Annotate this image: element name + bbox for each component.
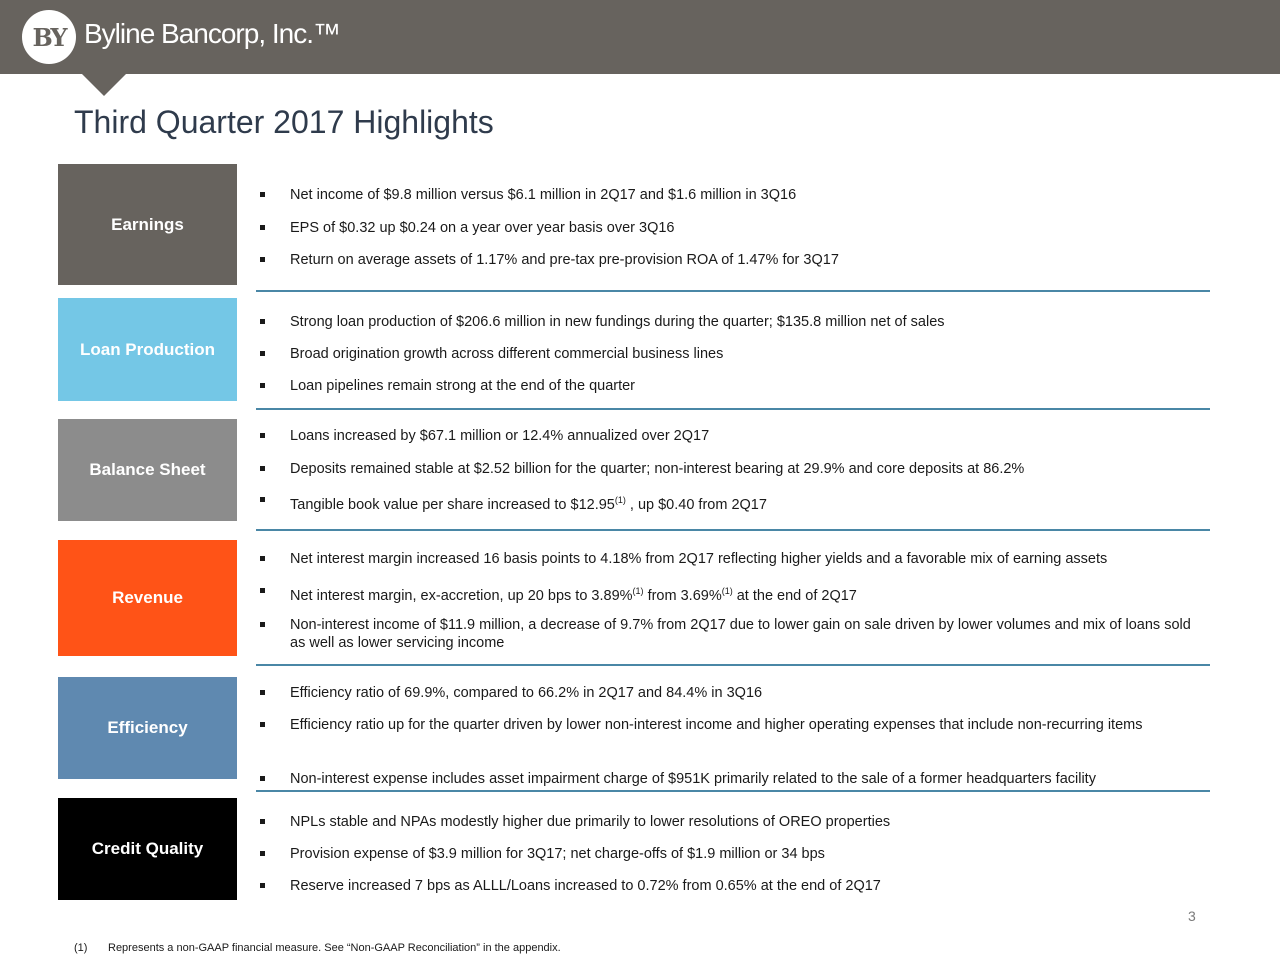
bullet-item: Loan pipelines remain strong at the end of the quarter (256, 377, 635, 395)
section-credit-quality (58, 798, 1210, 903)
footnote (74, 942, 561, 954)
section-balance-sheet (58, 419, 1210, 534)
section-loan-production (58, 298, 1210, 413)
section-divider (256, 664, 1210, 666)
section-label-efficiency: Efficiency (58, 677, 237, 779)
page-title: Third Quarter 2017 Highlights (74, 104, 494, 140)
section-divider (256, 408, 1210, 410)
section-label-earnings: Earnings (58, 164, 237, 285)
bullet-item: Net interest margin increased 16 basis points to 4.18% from 2Q17 reflecting higher yields and a favorable mix of earning assets (256, 550, 1107, 568)
footnote-ref: (1) (721, 586, 733, 596)
bullet-item: Deposits remained stable at $2.52 billion for the quarter; non-interest bearing at 29.9% and core deposits at 86.2% (256, 460, 1024, 478)
bullet-text: Tangible book value per share increased to $12.95 (290, 496, 615, 513)
bullet-text: , up $0.40 from 2Q17 (625, 496, 767, 513)
section-label-credit-quality: Credit Quality (58, 798, 237, 900)
bullet-item: Provision expense of $3.9 million for 3Q17; net charge-offs of $1.9 million or 34 bps (256, 845, 825, 863)
footnote-ref: (1) (614, 495, 626, 505)
section-revenue (58, 540, 1210, 668)
bullet-item: Loans increased by $67.1 million or 12.4% annualized over 2Q17 (256, 427, 709, 445)
section-divider (256, 290, 1210, 292)
header-bar (0, 0, 1280, 74)
bullet-item: EPS of $0.32 up $0.24 on a year over year basis over 3Q16 (256, 219, 675, 237)
byline-logo-icon: BY (22, 10, 76, 64)
bullet-text: at the end of 2Q17 (732, 587, 857, 604)
bullet-item (256, 582, 857, 605)
footnote-text: Represents a non-GAAP financial measure. See “Non-GAAP Reconciliation” in the appendix. (108, 942, 561, 954)
section-divider (256, 790, 1210, 792)
bullet-text: Net interest margin, ex-accretion, up 20 bps to 3.89% (290, 587, 633, 604)
footnote-number: (1) (74, 942, 88, 954)
bullet-item: Non-interest expense includes asset impairment charge of $951K primarily related to the sale of a former headquarters facility (256, 770, 1096, 788)
bullet-item: Strong loan production of $206.6 million in new fundings during the quarter; $135.8 million net of sales (256, 313, 945, 331)
bullet-item: Efficiency ratio of 69.9%, compared to 66.2% in 2Q17 and 84.4% in 3Q16 (256, 684, 762, 702)
bullet-item: Broad origination growth across different commercial business lines (256, 345, 723, 363)
bullet-item: Net income of $9.8 million versus $6.1 million in 2Q17 and $1.6 million in 3Q16 (256, 186, 796, 204)
bullet-item: Return on average assets of 1.17% and pre-tax pre-provision ROA of 1.47% for 3Q17 (256, 251, 839, 269)
header-notch (82, 74, 126, 96)
bullet-item: Efficiency ratio up for the quarter driven by lower non-interest income and higher operating expenses that include non-recurring items (256, 716, 1170, 734)
bullet-item: Reserve increased 7 bps as ALLL/Loans increased to 0.72% from 0.65% at the end of 2Q17 (256, 877, 881, 895)
section-divider (256, 529, 1210, 531)
section-label-balance-sheet: Balance Sheet (58, 419, 237, 521)
bullet-item (256, 491, 767, 514)
bullet-text: from 3.69% (643, 587, 722, 604)
section-label-revenue: Revenue (58, 540, 237, 656)
section-earnings (58, 164, 1210, 296)
page-number: 3 (1188, 908, 1196, 924)
company-name: Byline Bancorp, Inc.™ (84, 18, 341, 49)
bullet-item: Non-interest income of $11.9 million, a decrease of 9.7% from 2Q17 due to lower gain on sale driven by lower volumes and mix of loans sold as well as lower servicing income (256, 616, 1210, 652)
footnote-ref: (1) (632, 586, 644, 596)
section-efficiency (58, 677, 1210, 792)
section-label-loan-production: Loan Production (58, 298, 237, 401)
bullet-item: NPLs stable and NPAs modestly higher due primarily to lower resolutions of OREO properties (256, 813, 890, 831)
